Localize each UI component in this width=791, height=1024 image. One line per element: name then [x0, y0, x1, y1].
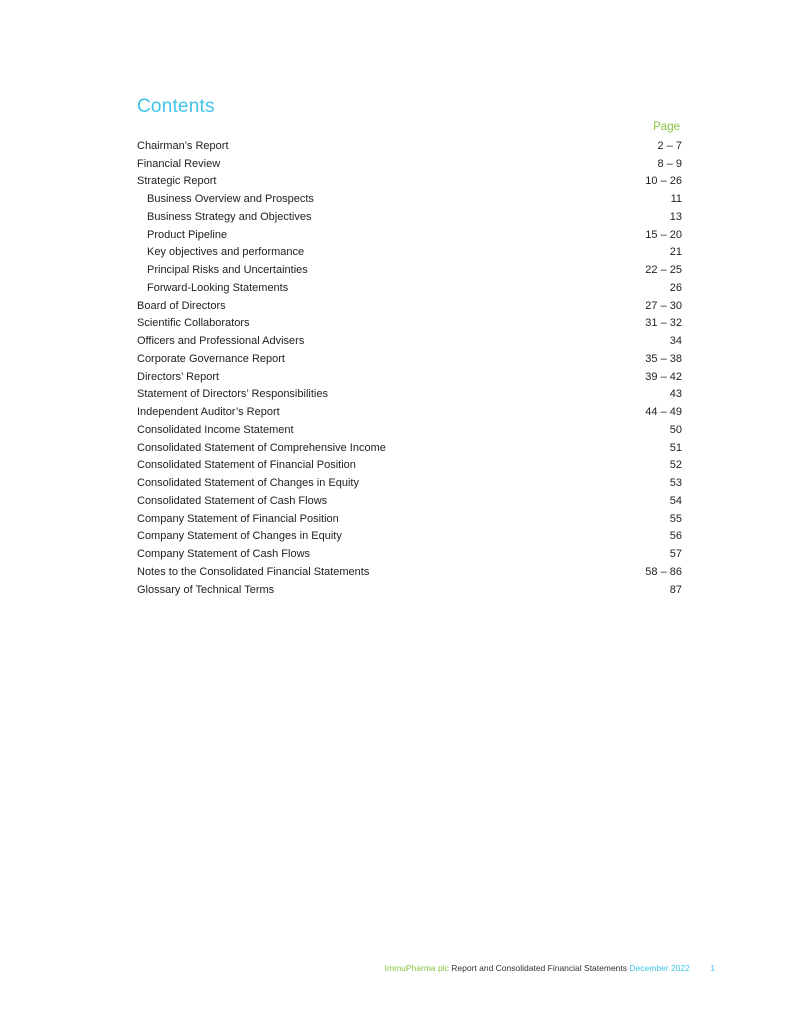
toc-entry[interactable] — [137, 528, 682, 546]
toc-entry-title: Officers and Professional Advisers — [137, 335, 305, 348]
table-of-contents — [137, 137, 682, 599]
toc-entry-title: Board of Directors — [137, 299, 226, 312]
page-column-label: Page — [653, 121, 680, 133]
toc-entry-title: Financial Review — [137, 157, 221, 170]
toc-entry-page: 13 — [669, 210, 682, 223]
toc-entry-title: Strategic Report — [137, 175, 217, 188]
toc-entry-page: 39 – 42 — [645, 370, 682, 383]
footer-company-name: ImmuPharma plc — [384, 963, 449, 973]
page-title: Contents — [137, 96, 215, 117]
toc-entry[interactable] — [137, 315, 682, 333]
toc-entry-page: 87 — [669, 583, 682, 596]
footer-document-title: Report and Consolidated Financial Statements — [451, 963, 628, 973]
toc-entry-page: 34 — [669, 335, 682, 348]
toc-entry-title: Forward-Looking Statements — [147, 281, 289, 294]
toc-entry-title: Scientific Collaborators — [137, 317, 250, 330]
toc-entry[interactable] — [137, 510, 682, 528]
toc-entry-title: Directors’ Report — [137, 370, 220, 383]
toc-entry-title: Consolidated Income Statement — [137, 423, 294, 436]
toc-entry[interactable] — [137, 492, 682, 510]
toc-entry-title: Consolidated Statement of Changes in Equity — [137, 477, 359, 490]
toc-entry-title: Statement of Directors’ Responsibilities — [137, 388, 328, 401]
toc-entry-page: 15 – 20 — [645, 228, 682, 241]
toc-entry-page: 44 – 49 — [645, 406, 682, 419]
toc-entry-title: Chairman’s Report — [137, 139, 229, 152]
toc-entry-title: Consolidated Statement of Cash Flows — [137, 494, 328, 507]
toc-entry[interactable] — [137, 368, 682, 386]
toc-entry-page: 10 – 26 — [645, 175, 682, 188]
toc-entry[interactable] — [137, 421, 682, 439]
toc-entry-title: Key objectives and performance — [147, 246, 305, 259]
toc-entry[interactable] — [137, 173, 682, 191]
toc-entry-page: 31 – 32 — [645, 317, 682, 330]
toc-entry-page: 53 — [669, 477, 682, 490]
toc-subentry[interactable] — [137, 190, 682, 208]
toc-entry-page: 43 — [669, 388, 682, 401]
toc-entry-page: 50 — [669, 423, 682, 436]
toc-entry-title: Company Statement of Cash Flows — [137, 548, 311, 561]
toc-entry-page: 57 — [669, 548, 682, 561]
toc-entry[interactable] — [137, 332, 682, 350]
toc-entry-page: 56 — [669, 530, 682, 543]
toc-entry-title: Glossary of Technical Terms — [137, 583, 275, 596]
toc-entry-page: 52 — [669, 459, 682, 472]
toc-entry-page: 2 – 7 — [657, 139, 682, 152]
toc-entry-title: Business Strategy and Objectives — [147, 210, 312, 223]
toc-entry-title: Business Overview and Prospects — [147, 193, 314, 206]
toc-entry[interactable] — [137, 137, 682, 155]
toc-entry-title: Independent Auditor’s Report — [137, 406, 280, 419]
toc-entry[interactable] — [137, 386, 682, 404]
footer-page-number: 1 — [710, 963, 715, 973]
toc-entry-title: Company Statement of Financial Position — [137, 512, 339, 525]
toc-entry-title: Consolidated Statement of Comprehensive Income — [137, 441, 386, 454]
toc-entry-title: Corporate Governance Report — [137, 352, 285, 365]
toc-entry-page: 22 – 25 — [645, 264, 682, 277]
toc-subentry[interactable] — [137, 279, 682, 297]
toc-entry-page: 35 – 38 — [645, 352, 682, 365]
toc-entry-title: Consolidated Statement of Financial Position — [137, 459, 356, 472]
toc-entry-title: Notes to the Consolidated Financial Statements — [137, 565, 370, 578]
page-footer — [385, 963, 715, 973]
toc-subentry[interactable] — [137, 244, 682, 262]
toc-entry[interactable] — [137, 155, 682, 173]
toc-entry[interactable] — [137, 350, 682, 368]
toc-entry-title: Product Pipeline — [147, 228, 228, 241]
toc-entry[interactable] — [137, 545, 682, 563]
toc-entry[interactable] — [137, 474, 682, 492]
toc-entry-page: 21 — [669, 246, 682, 259]
toc-entry-page: 27 – 30 — [645, 299, 682, 312]
toc-entry[interactable] — [137, 439, 682, 457]
toc-entry[interactable] — [137, 457, 682, 475]
toc-entry[interactable] — [137, 403, 682, 421]
toc-entry[interactable] — [137, 563, 682, 581]
toc-entry-page: 54 — [669, 494, 682, 507]
toc-entry-page: 8 – 9 — [657, 157, 682, 170]
toc-entry-title: Principal Risks and Uncertainties — [147, 264, 308, 277]
toc-entry-page: 55 — [669, 512, 682, 525]
toc-entry[interactable] — [137, 297, 682, 315]
toc-entry-page: 51 — [669, 441, 682, 454]
toc-entry[interactable] — [137, 581, 682, 599]
toc-subentry[interactable] — [137, 208, 682, 226]
toc-entry-page: 11 — [670, 193, 682, 206]
toc-entry-page: 26 — [669, 281, 682, 294]
footer-date: December 2022 — [629, 963, 690, 973]
toc-subentry[interactable] — [137, 261, 682, 279]
toc-entry-page: 58 – 86 — [645, 565, 682, 578]
toc-entry-title: Company Statement of Changes in Equity — [137, 530, 342, 543]
toc-subentry[interactable] — [137, 226, 682, 244]
